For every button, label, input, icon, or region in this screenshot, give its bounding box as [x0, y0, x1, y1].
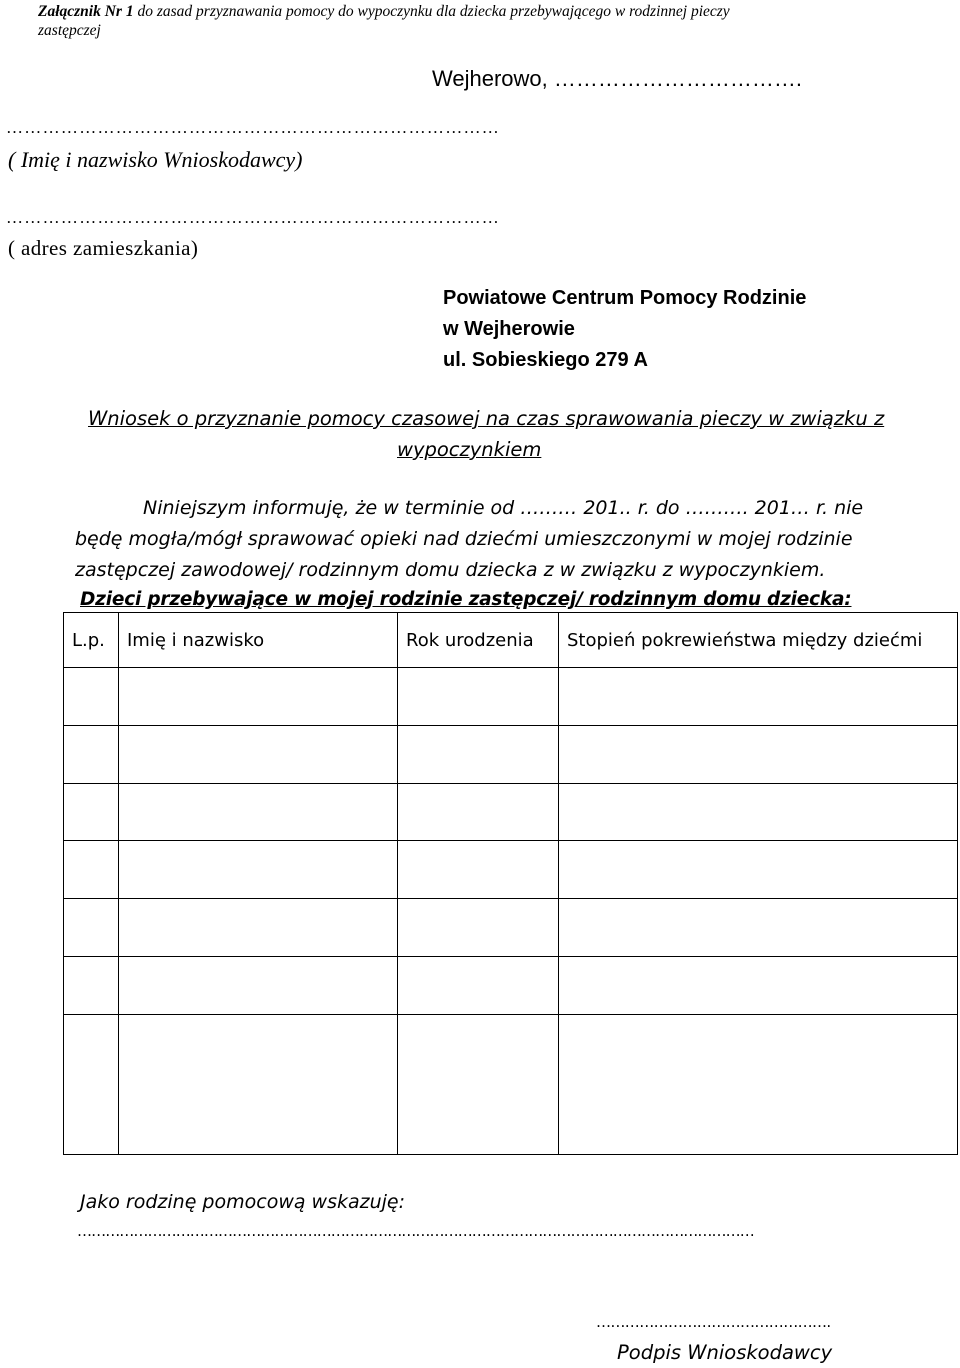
table-cell[interactable] — [398, 783, 559, 841]
signature-dots[interactable]: …………………………………………. — [596, 1313, 831, 1331]
table-cell[interactable] — [559, 899, 958, 957]
table-cell[interactable] — [398, 957, 559, 1015]
table-cell[interactable] — [559, 725, 958, 783]
applicant-name-label: ( Imię i nazwisko Wnioskodawcy) — [8, 147, 303, 172]
table-cell[interactable] — [64, 783, 119, 841]
attachment-number: Załącznik Nr 1 — [38, 3, 134, 20]
table-cell[interactable] — [64, 668, 119, 726]
table-row — [64, 1015, 958, 1155]
applicant-address-label: ( adres zamieszkania) — [8, 236, 199, 260]
place-date-field[interactable]: Wejherowo, ……………………………. — [432, 66, 802, 91]
column-header-lp: L.p. — [64, 613, 119, 668]
table-row — [64, 841, 958, 899]
table-cell[interactable] — [64, 1015, 119, 1155]
table-header-row — [64, 613, 958, 668]
column-header-name: Imię i nazwisko — [119, 613, 398, 668]
table-cell[interactable] — [398, 725, 559, 783]
helper-family-dots[interactable]: ……………………………………………………………………………………………………………………………… — [77, 1222, 754, 1240]
attachment-note — [38, 3, 730, 21]
table-cell[interactable] — [64, 725, 119, 783]
signature-label: Podpis Wnioskodawcy — [617, 1341, 833, 1364]
table-cell[interactable] — [559, 783, 958, 841]
statement-line2: będę mogła/mógł sprawować opieki nad dziećmi umieszczonymi w mojej rodzinie — [75, 528, 853, 550]
children-table — [63, 612, 958, 1155]
document-title-line2: wypoczynkiem — [397, 438, 542, 461]
table-row — [64, 783, 958, 841]
applicant-address-dots[interactable]: ……………………………………………………………………… — [6, 208, 501, 227]
table-cell[interactable] — [119, 725, 398, 783]
attachment-description: do zasad przyznawania pomocy do wypoczynku dla dziecka przebywającego w rodzinnej pieczy — [133, 3, 730, 20]
table-cell[interactable] — [119, 841, 398, 899]
table-row — [64, 899, 958, 957]
statement-line1: Niniejszym informuję, że w terminie od ……… 201.. r. do ………. 201… r. nie — [143, 497, 864, 519]
column-header-kinship: Stopień pokrewieństwa między dziećmi — [559, 613, 958, 668]
table-cell[interactable] — [398, 899, 559, 957]
recipient-line2: w Wejherowie — [443, 318, 575, 340]
table-cell[interactable] — [559, 841, 958, 899]
table-cell[interactable] — [64, 841, 119, 899]
table-cell[interactable] — [559, 957, 958, 1015]
table-cell[interactable] — [119, 1015, 398, 1155]
table-cell[interactable] — [559, 1015, 958, 1155]
attachment-note-line2: zastępczej — [38, 22, 101, 39]
table-row — [64, 668, 958, 726]
table-row — [64, 725, 958, 783]
column-header-birth-year: Rok urodzenia — [398, 613, 559, 668]
table-cell[interactable] — [64, 899, 119, 957]
document-title-line1: Wniosek o przyznanie pomocy czasowej na czas sprawowania pieczy w związku z — [88, 407, 885, 430]
table-cell[interactable] — [119, 783, 398, 841]
table-cell[interactable] — [119, 668, 398, 726]
table-cell[interactable] — [119, 899, 398, 957]
table-cell[interactable] — [559, 668, 958, 726]
table-cell[interactable] — [398, 668, 559, 726]
table-row — [64, 957, 958, 1015]
children-heading: Dzieci przebywające w mojej rodzinie zastępczej/ rodzinnym domu dziecka: — [80, 589, 852, 610]
table-cell[interactable] — [398, 1015, 559, 1155]
recipient-line3: ul. Sobieskiego 279 A — [443, 349, 648, 371]
recipient-line1: Powiatowe Centrum Pomocy Rodzinie — [443, 287, 807, 309]
helper-family-label: Jako rodzinę pomocową wskazuję: — [80, 1191, 406, 1213]
statement-line3: zastępczej zawodowej/ rodzinnym domu dziecka z w związku z wypoczynkiem. — [75, 559, 826, 581]
table-cell[interactable] — [119, 957, 398, 1015]
table-cell[interactable] — [398, 841, 559, 899]
table-cell[interactable] — [64, 957, 119, 1015]
applicant-name-dots[interactable]: ……………………………………………………………………… — [6, 118, 501, 137]
